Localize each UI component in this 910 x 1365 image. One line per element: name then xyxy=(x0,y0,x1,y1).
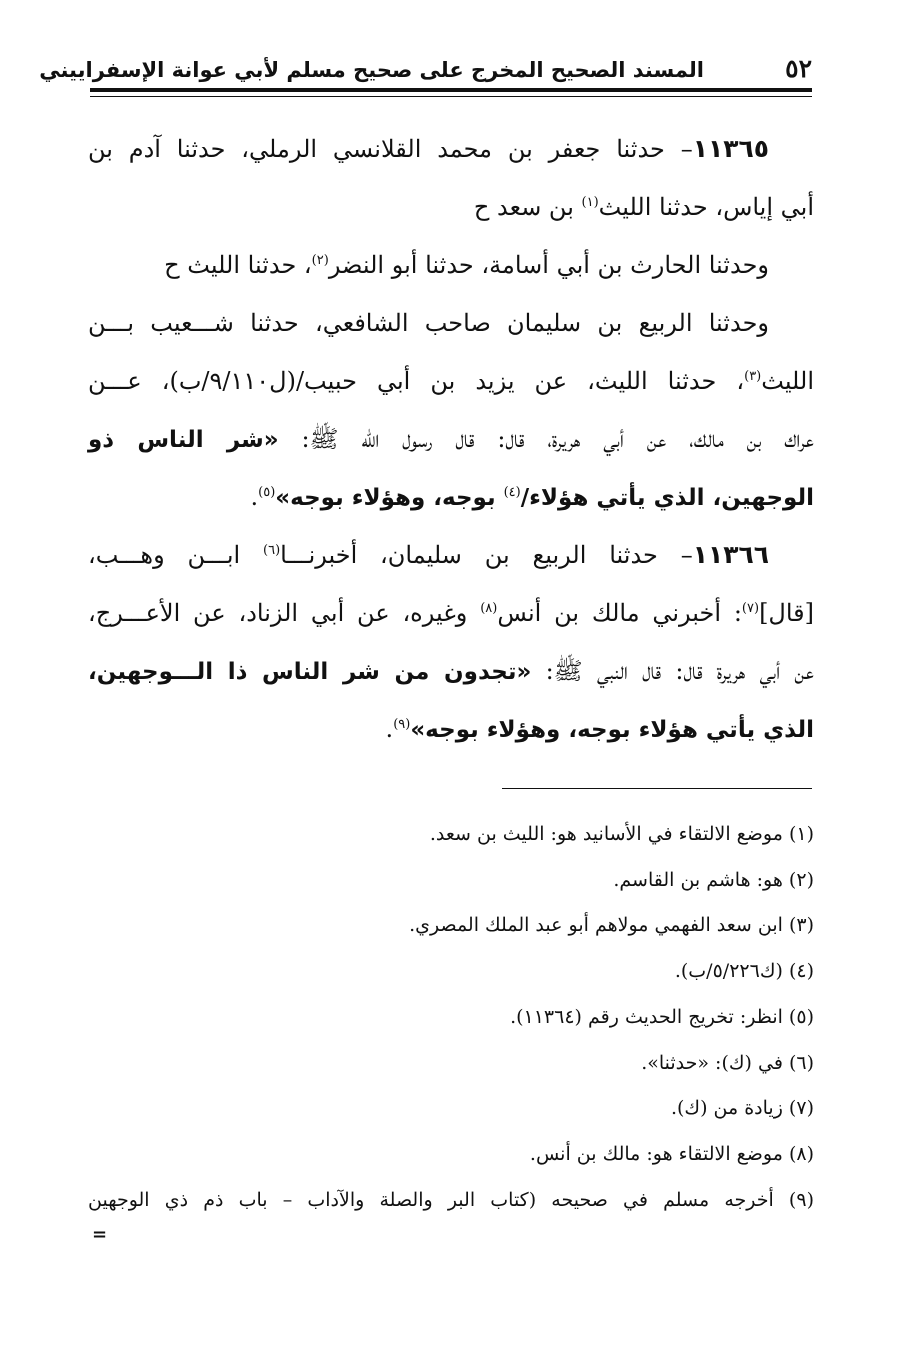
text-span: . xyxy=(250,483,259,511)
text-span: أبي إياس، حدثنا الليث xyxy=(598,193,814,221)
text-span: وغيره، عن أبي الزناد، عن الأعـــرج، xyxy=(88,599,481,627)
page-header xyxy=(39,52,812,86)
hadith-11366-line-3 xyxy=(88,642,814,700)
footnote-ref: (٩) xyxy=(393,717,411,732)
text-span: – حدثنا جعفر بن محمد القلانسي الرملي، حدثنا آدم بن xyxy=(88,135,693,163)
text-span: ، حدثنا الليث ح xyxy=(164,251,312,279)
hadith-11365-line-5 xyxy=(88,352,814,410)
hadith-number: ١١٣٦٥ xyxy=(692,134,769,163)
hadith-matn: «شر الناس ذو xyxy=(88,427,279,453)
footnote-5: (٥) انظر: تخريج الحديث رقم (١١٣٦٤). xyxy=(510,1005,814,1028)
text-span: ابـــن وهـــب، xyxy=(88,541,264,569)
hadith-11366-line-2 xyxy=(88,584,814,642)
hadith-11365-line-3 xyxy=(88,236,814,294)
hadith-matn: الوجهين، الذي يأتي هؤلاء/ xyxy=(520,485,814,511)
text-span: وحدثنا الحارث بن أبي أسامة، حدثنا أبو النضر xyxy=(328,251,769,279)
footnote-1: (١) موضع الالتقاء في الأسانيد هو: الليث بن سعد. xyxy=(429,823,814,845)
hadith-matn: «تجدون من شر الناس ذا الـــوجهين، xyxy=(88,659,532,685)
hadith-11365-line-7 xyxy=(88,468,814,526)
footnote-ref: (٥) xyxy=(258,485,276,500)
footnotes xyxy=(88,812,814,1223)
footnote-continuation-mark: = xyxy=(92,1224,108,1245)
hadith-11366-line-4 xyxy=(88,700,814,758)
text-span: عن أبي هريرة قال: قال النبي ﷺ: xyxy=(531,657,814,685)
text-span: وحدثنا الربيع بن سليمان صاحب الشافعي، حدثنا شـــعيب بـــن xyxy=(88,309,769,337)
hadith-11365-line-6 xyxy=(88,410,814,468)
footnote-9: (٩) أخرجه مسلم في صحيحه (كتاب البر والصلة والآداب – باب ذم ذي الوجهين xyxy=(88,1188,814,1211)
main-text xyxy=(88,120,814,758)
running-title: المسند الصحيح المخرج على صحيح مسلم لأبي عوانة الإسفراييني xyxy=(39,58,704,82)
text-span: : أخبرني مالك بن أنس xyxy=(497,599,742,627)
header-rule-thick xyxy=(90,88,812,92)
footnote-7: (٧) زيادة من (ك). xyxy=(670,1097,814,1120)
text-span: ، حدثنا الليث، عن يزيد بن أبي حبيب/(ل٩/١١٠/ب)، عـــن xyxy=(88,367,745,395)
footnote-6: (٦) في (ك): «حدثنا». xyxy=(641,1051,814,1074)
footnote-3: (٣) ابن سعد الفهمي مولاهم أبو عبد الملك المصري. xyxy=(409,914,814,937)
hadith-11366-line-1 xyxy=(88,526,814,584)
footnote-2: (٢) هو: هاشم بن القاسم. xyxy=(613,868,814,891)
text-span: بن سعد ح xyxy=(473,193,582,221)
footnote-8: (٨) موضع الالتقاء هو: مالك بن أنس. xyxy=(529,1142,814,1165)
hadith-number: ١١٣٦٦ xyxy=(692,540,770,569)
page-number: ٥٢ xyxy=(785,54,812,83)
text-span: . xyxy=(385,715,394,743)
text-span: الليث xyxy=(761,367,814,395)
footnote-4: (٤) (ك٥/٢٢٦/ب). xyxy=(674,960,814,983)
hadith-matn: الذي يأتي هؤلاء بوجه، وهؤلاء بوجه» xyxy=(410,717,814,743)
footnote-ref: (٨) xyxy=(480,601,498,616)
footnote-ref: (٧) xyxy=(741,601,760,616)
hadith-matn: بوجه، وهؤلاء بوجه» xyxy=(275,485,504,511)
text-span: – حدثنا الربيع بن سليمان، أخبرنـــا xyxy=(280,541,693,569)
footnote-ref: (٢) xyxy=(311,253,329,268)
footnote-ref: (٣) xyxy=(744,369,762,384)
text-span: عراك بن مالك، عن أبي هريرة، قال: قال رسول الله ﷺ: xyxy=(278,425,814,453)
footnote-separator xyxy=(502,788,812,789)
hadith-11365-line-2 xyxy=(88,178,814,236)
hadith-11365-line-4 xyxy=(88,294,814,352)
footnote-ref: (٤) xyxy=(503,485,521,500)
hadith-11365-line-1 xyxy=(88,120,814,178)
footnote-ref: (١) xyxy=(581,195,599,210)
header-rule-thin xyxy=(90,96,812,97)
footnote-ref: (٦) xyxy=(263,543,281,558)
text-span: [قال] xyxy=(759,599,815,627)
